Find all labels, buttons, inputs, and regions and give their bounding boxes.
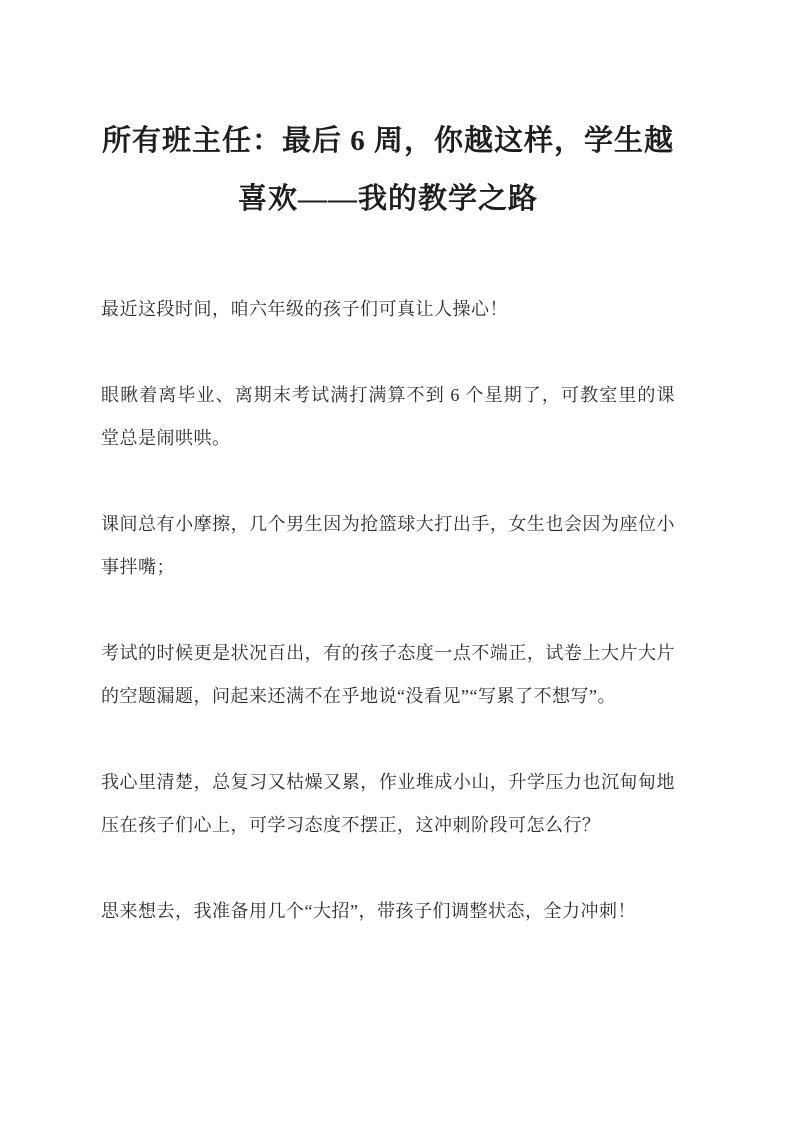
paragraph: 思来想去，我准备用几个“大招”，带孩子们调整状态，全力冲刺！ — [101, 901, 636, 921]
document-title: 所有班主任：最后 6 周，你越这样，学生越喜欢——我的教学之路 — [101, 125, 674, 215]
paragraph: 眼瞅着离毕业、离期末考试满打满算不到 6 个星期了，可教室里的课堂总是闹哄哄。 — [101, 385, 675, 448]
paragraph: 课间总有小摩擦，几个男生因为抢篮球大打出手，女生也会因为座位小事拌嘴； — [101, 514, 675, 577]
paragraph: 最近这段时间，咱六年级的孩子们可真让人操心！ — [101, 299, 508, 319]
paragraph: 考试的时候更是状况百出，有的孩子态度一点不端正，试卷上大片大片的空题漏题，问起来还满不在乎地说“没看见”“写累了不想写”。 — [101, 643, 675, 706]
paragraph: 我心里清楚，总复习又枯燥又累，作业堆成小山，升学压力也沉甸甸地压在孩子们心上，可学习态度不摆正，这冲刺阶段可怎么行？ — [101, 772, 675, 835]
